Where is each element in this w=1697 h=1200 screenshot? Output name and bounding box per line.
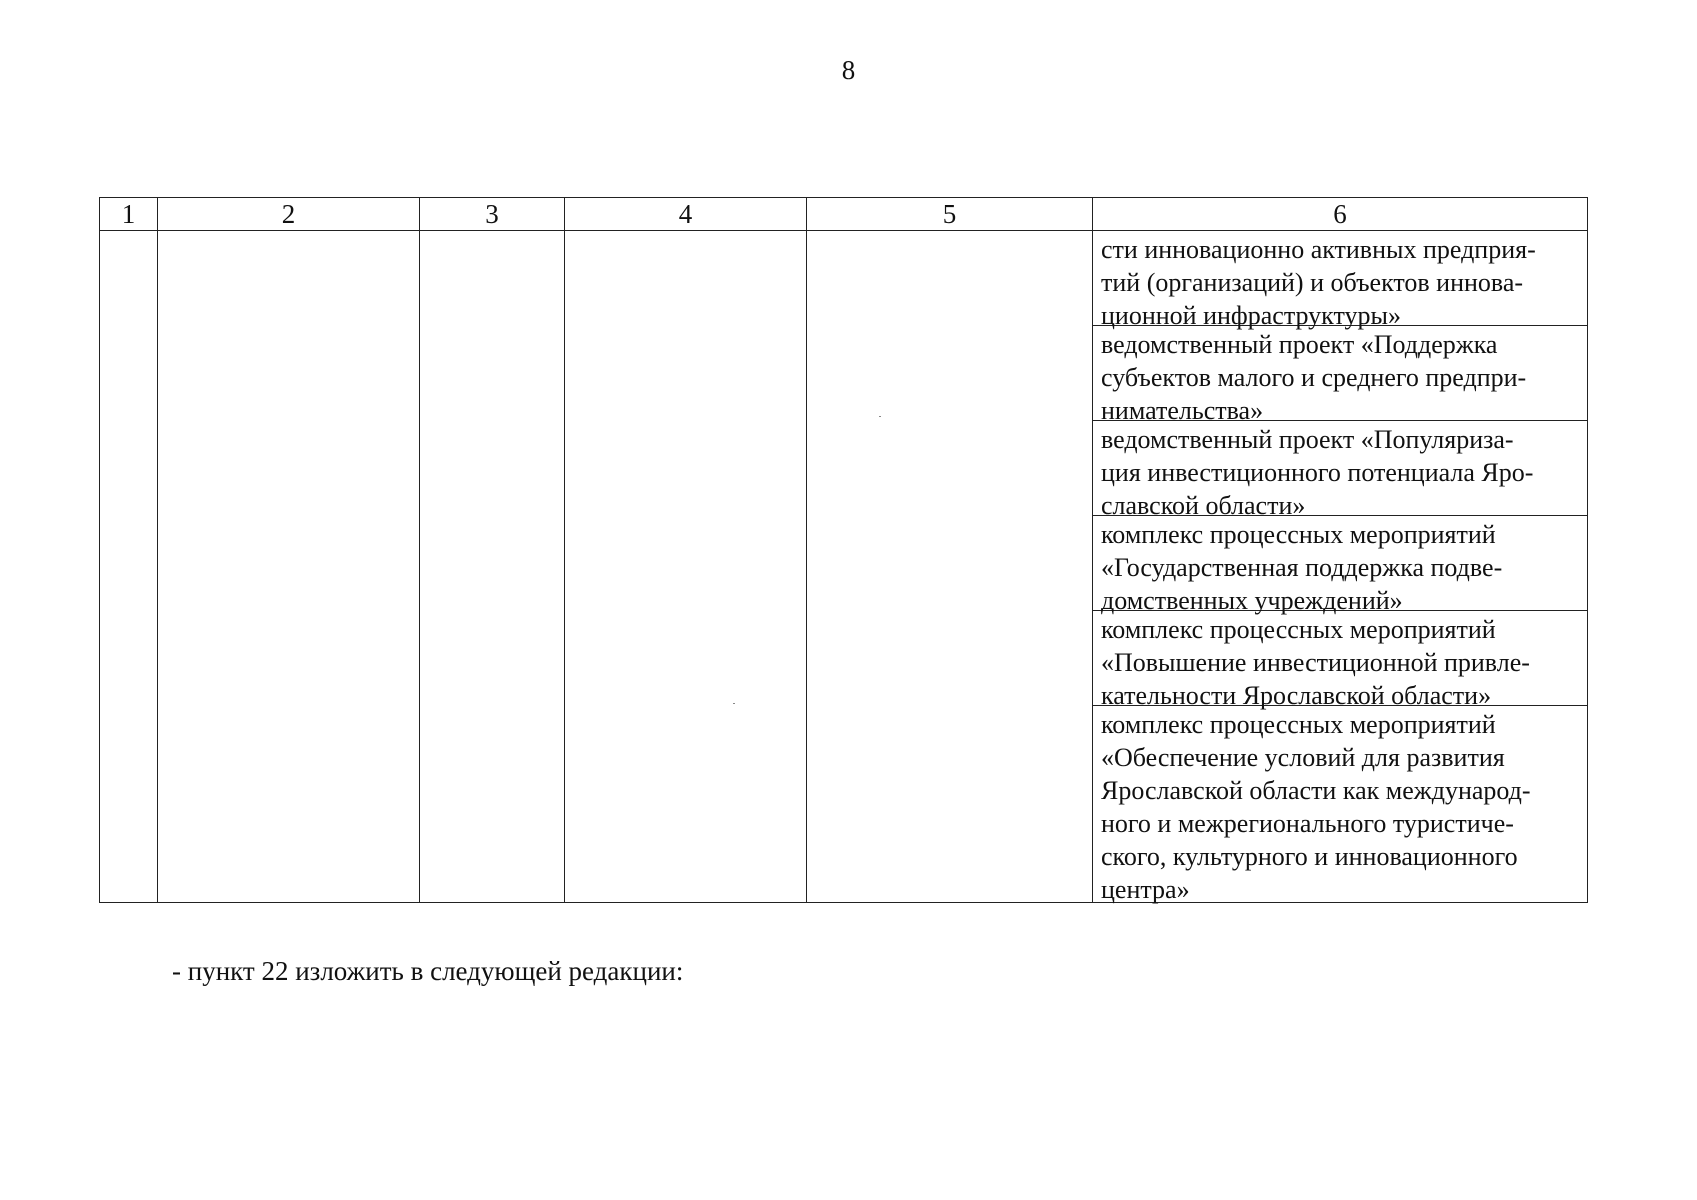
document-table (99, 197, 1588, 903)
entry-line: тий (организаций) и объектов иннова- (1101, 268, 1524, 297)
entry-line: ция инвестиционного потенциала Яро- (1101, 458, 1534, 487)
table-header-row (100, 198, 1588, 231)
col6-entry-6 (1093, 706, 1587, 902)
footer-paragraph: - пункт 22 изложить в следующей редакции: (172, 956, 684, 986)
page-number: 8 (841, 55, 856, 85)
entry-line: субъектов малого и среднего предпри- (1101, 363, 1527, 392)
col6-entry-4 (1093, 516, 1587, 615)
col6-entry-5 (1093, 611, 1587, 710)
col6-entry-3 (1093, 421, 1587, 520)
header-col-2: 2 (158, 198, 420, 231)
entry-line: Ярославской области как международ- (1101, 776, 1531, 805)
cell-col-5 (807, 231, 1093, 903)
entry-line: сти инновационно активных предприя- (1101, 235, 1536, 264)
header-col-4: 4 (565, 198, 807, 231)
entry-line: комплекс процессных мероприятий (1101, 615, 1496, 644)
entry-line: домственных учреждений» (1101, 586, 1403, 615)
entry-line: славской области» (1101, 491, 1306, 520)
header-col-3: 3 (420, 198, 565, 231)
entry-line: «Обеспечение условий для развития (1101, 743, 1505, 772)
cell-col-6 (1093, 231, 1588, 903)
cell-col-4 (565, 231, 807, 903)
cell-col-3 (420, 231, 565, 903)
col6-entry-2 (1093, 326, 1587, 425)
entry-line: ционной инфраструктуры» (1101, 301, 1401, 330)
entry-line: ведомственный проект «Поддержка (1101, 330, 1498, 359)
entry-line: ского, культурного и инновационного (1101, 842, 1518, 871)
entry-line: ного и межрегионального туристиче- (1101, 809, 1514, 838)
entry-line: «Государственная поддержка подве- (1101, 553, 1503, 582)
table-row (100, 231, 1588, 903)
header-col-1: 1 (100, 198, 158, 231)
entry-line: ведомственный проект «Популяриза- (1101, 425, 1514, 454)
cell-col-1 (100, 231, 158, 903)
entry-line: нимательства» (1101, 396, 1264, 425)
cell-col-2 (158, 231, 420, 903)
header-col-6: 6 (1093, 198, 1588, 231)
scan-speck (879, 416, 881, 417)
entry-line: комплекс процессных мероприятий (1101, 520, 1496, 549)
entry-line: «Повышение инвестиционной привле- (1101, 648, 1530, 677)
header-col-5: 5 (807, 198, 1093, 231)
entry-line: комплекс процессных мероприятий (1101, 710, 1496, 739)
scan-speck (733, 703, 735, 704)
col6-entry-1 (1093, 231, 1587, 330)
entry-line: кательности Ярославской области» (1101, 681, 1492, 710)
entry-line: центра» (1101, 875, 1190, 904)
